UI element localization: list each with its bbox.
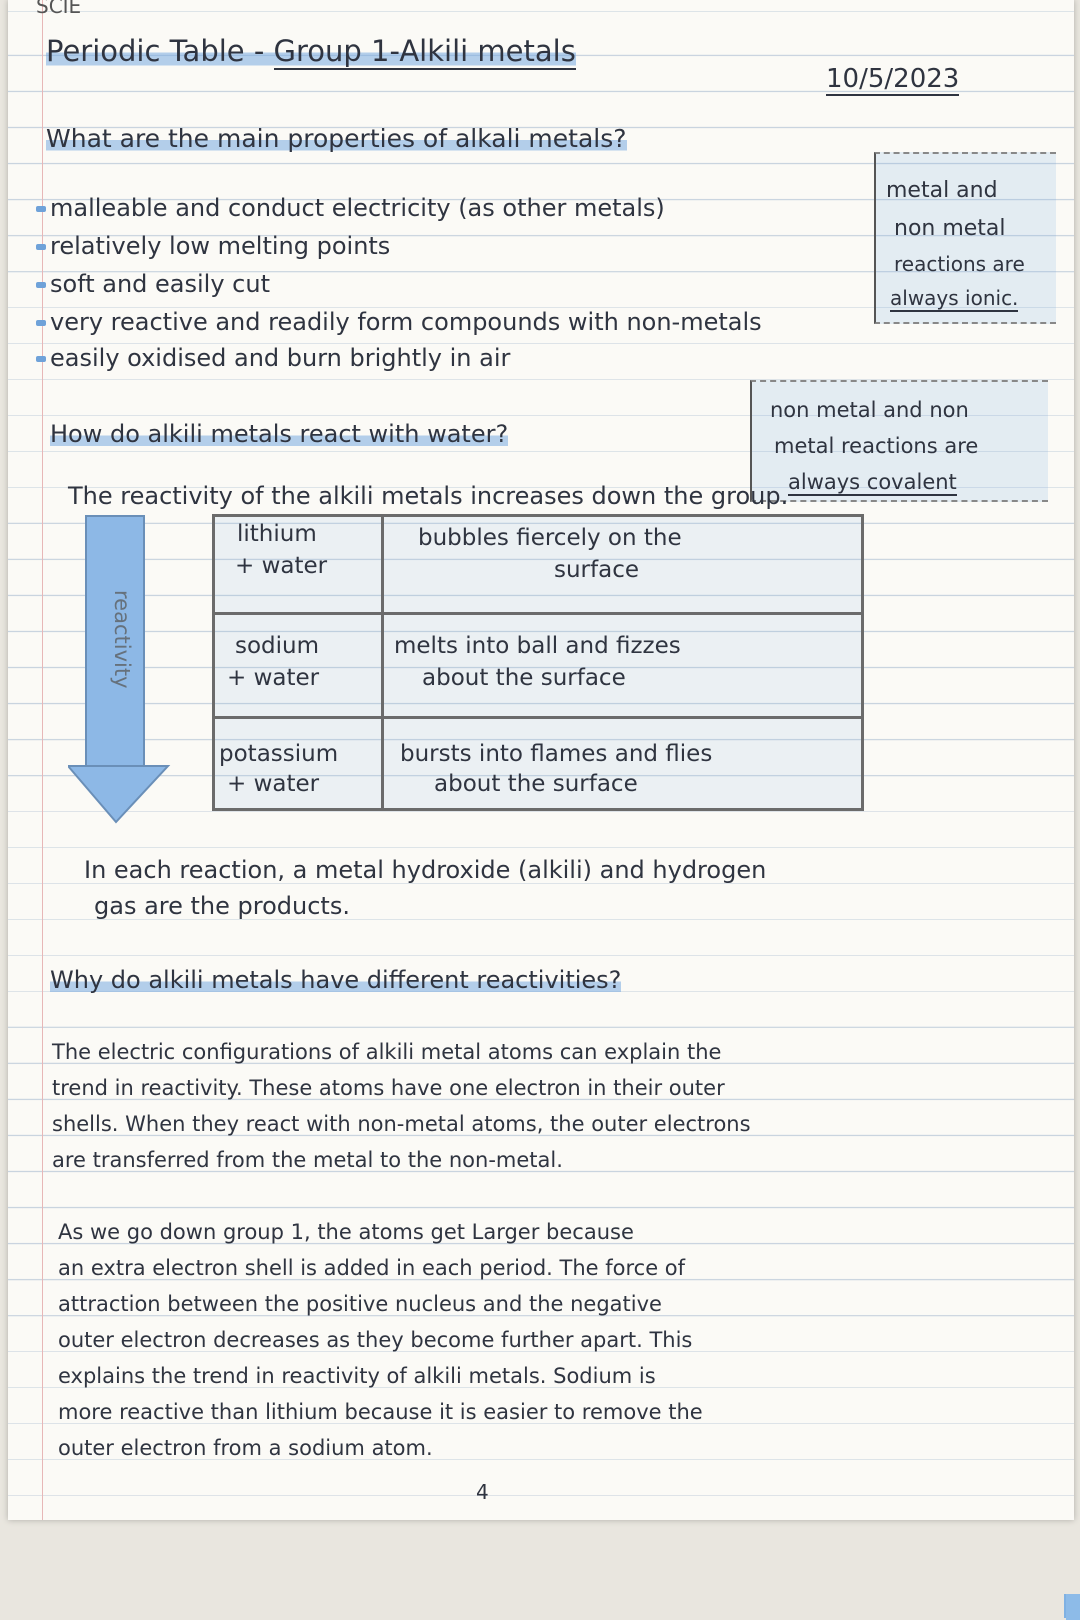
observation-line: surface bbox=[554, 557, 640, 583]
note-line: metal and bbox=[886, 178, 998, 203]
list-item bbox=[36, 308, 762, 336]
note-line: non metal and non bbox=[770, 398, 969, 422]
table-row bbox=[214, 516, 863, 614]
note-line: always covalent bbox=[788, 470, 957, 494]
question-reactivities: Why do alkili metals have different reactivities? bbox=[50, 966, 622, 994]
metal-name: potassium bbox=[219, 741, 339, 767]
observation-line: bubbles fiercely on the bbox=[418, 525, 682, 551]
question-properties: What are the main properties of alkali metals? bbox=[46, 124, 627, 153]
metal-reagent: + water bbox=[227, 771, 320, 797]
reactivity-arrow bbox=[68, 510, 178, 825]
page-title bbox=[46, 34, 576, 68]
metal-name: sodium bbox=[235, 633, 320, 659]
paragraph-line: attraction between the positive nucleus and the negative bbox=[58, 1292, 662, 1316]
observation-line: bursts into flames and flies bbox=[400, 741, 713, 767]
note-covalent bbox=[750, 380, 1048, 502]
bullet-mark bbox=[36, 320, 46, 326]
observation-cell bbox=[383, 718, 863, 810]
observation-cell bbox=[383, 516, 863, 614]
list-item bbox=[36, 232, 390, 260]
list-item-text: malleable and conduct electricity (as other metals) bbox=[50, 194, 665, 222]
page-date: 10/5/2023 bbox=[826, 64, 960, 94]
reaction-table bbox=[212, 514, 864, 811]
paragraph-line: shells. When they react with non-metal atoms, the outer electrons bbox=[52, 1112, 751, 1136]
list-item-text: easily oxidised and burn brightly in air bbox=[50, 344, 511, 372]
observation-line: about the surface bbox=[434, 771, 638, 797]
metal-name: lithium bbox=[237, 521, 317, 547]
paragraph-line: are transferred from the metal to the non-metal. bbox=[52, 1148, 563, 1172]
products-line: gas are the products. bbox=[94, 892, 350, 920]
list-item bbox=[36, 194, 665, 222]
metal-cell bbox=[214, 718, 383, 810]
paragraph-line: outer electron from a sodium atom. bbox=[58, 1436, 433, 1460]
reactivity-statement: The reactivity of the alkili metals increases down the group. bbox=[68, 482, 789, 510]
bullet-mark bbox=[36, 244, 46, 250]
table-row bbox=[214, 718, 863, 810]
observation-line: about the surface bbox=[422, 665, 626, 691]
corner-text: SCIE bbox=[36, 0, 82, 18]
note-line: metal reactions are bbox=[774, 434, 979, 458]
metal-reagent: + water bbox=[235, 553, 328, 579]
bullet-mark bbox=[36, 206, 46, 212]
metal-reagent: + water bbox=[227, 665, 320, 691]
paragraph-line: explains the trend in reactivity of alkili metals. Sodium is bbox=[58, 1364, 656, 1388]
paragraph-line: As we go down group 1, the atoms get Larger because bbox=[58, 1220, 634, 1244]
paragraph-line: outer electron decreases as they become further apart. This bbox=[58, 1328, 693, 1352]
bullet-mark bbox=[36, 356, 46, 362]
page-mark: 4 bbox=[476, 1480, 489, 1504]
paragraph-line: The electric configurations of alkili metal atoms can explain the bbox=[52, 1040, 722, 1064]
note-ionic bbox=[874, 152, 1056, 324]
title-group: Group 1-Alkili metals bbox=[273, 34, 576, 68]
note-line: reactions are bbox=[894, 252, 1025, 276]
side-tab-marker bbox=[1066, 1594, 1080, 1620]
list-item-text: very reactive and readily form compounds with non-metals bbox=[50, 308, 762, 336]
bullet-mark bbox=[36, 282, 46, 288]
note-line: non metal bbox=[894, 216, 1006, 241]
observation-line: melts into ball and fizzes bbox=[394, 633, 681, 659]
products-line: In each reaction, a metal hydroxide (alkili) and hydrogen bbox=[84, 856, 767, 884]
metal-cell bbox=[214, 614, 383, 718]
observation-cell bbox=[383, 614, 863, 718]
question-water: How do alkili metals react with water? bbox=[50, 420, 509, 448]
list-item bbox=[36, 344, 510, 372]
margin-line bbox=[42, 0, 43, 1520]
arrow-label: reactivity bbox=[110, 590, 134, 689]
metal-cell bbox=[214, 516, 383, 614]
paragraph-line: more reactive than lithium because it is easier to remove the bbox=[58, 1400, 703, 1424]
table-row bbox=[214, 614, 863, 718]
note-line: always ionic. bbox=[890, 286, 1019, 310]
paragraph-line: an extra electron shell is added in each period. The force of bbox=[58, 1256, 686, 1280]
notebook-page bbox=[8, 0, 1074, 1520]
title-prefix: Periodic Table - bbox=[46, 34, 274, 68]
list-item-text: relatively low melting points bbox=[50, 232, 391, 260]
list-item bbox=[36, 270, 270, 298]
list-item-text: soft and easily cut bbox=[50, 270, 270, 298]
paragraph-line: trend in reactivity. These atoms have one electron in their outer bbox=[52, 1076, 725, 1100]
